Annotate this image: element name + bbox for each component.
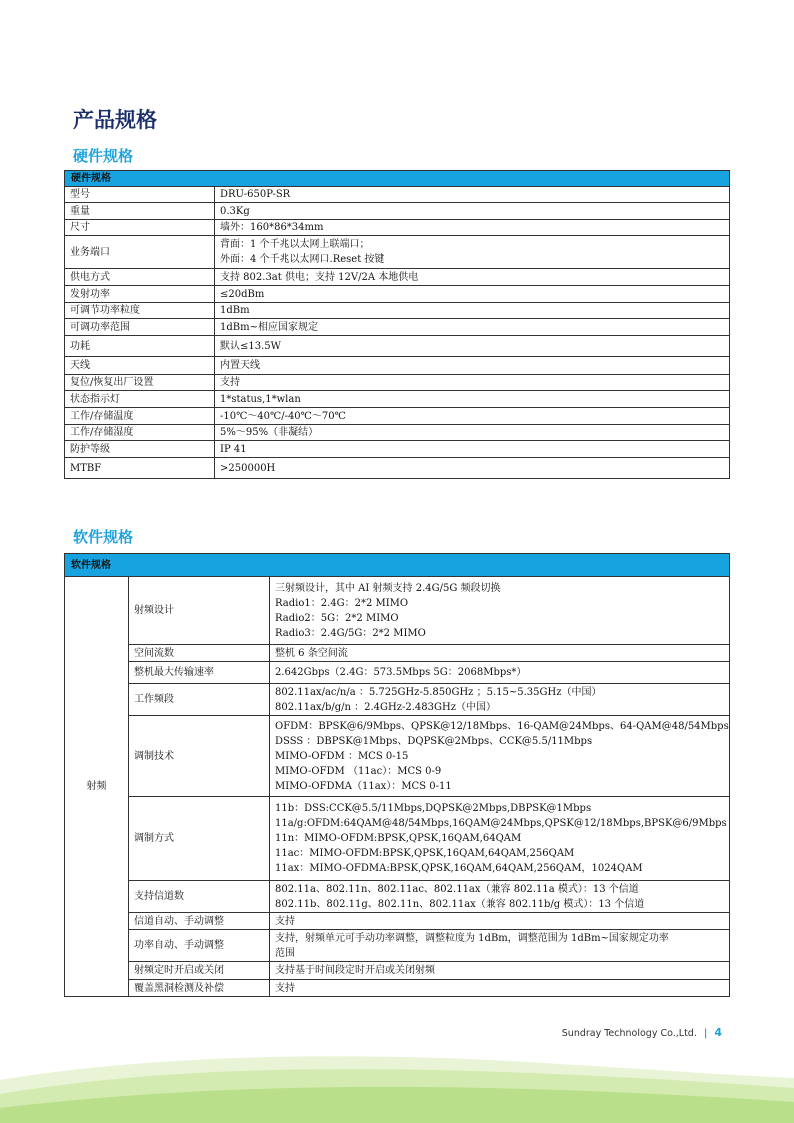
hardware-spec-row [65, 303, 730, 319]
hardware-spec-row [65, 441, 730, 458]
cell-line: MIMO-OFDM （11ac）：MCS 0-9 [275, 765, 442, 777]
cell-line: 内置天线 [220, 360, 260, 371]
software-table-header: 软件规格 [65, 554, 730, 577]
spec-label: 支持信道数 [129, 881, 270, 913]
cell-line: 外面：4 个千兆以太网口.Reset 按键 [220, 254, 385, 265]
spec-value [215, 391, 730, 408]
cell-line: 1dBm [220, 305, 250, 316]
cell-line: 11ac：MIMO-OFDM:BPSK,QPSK,16QAM,64QAM,256QAM [275, 848, 575, 859]
spec-value [270, 881, 730, 913]
spec-label: 调制方式 [129, 797, 270, 881]
hardware-spec-row [65, 269, 730, 286]
hardware-table-header: 硬件规格 [65, 171, 730, 187]
cell-line: >250000H [220, 462, 276, 474]
cell-line: 支持 [275, 915, 295, 927]
spec-value [215, 458, 730, 479]
spec-value [215, 441, 730, 458]
spec-label: 可调功率范围 [65, 319, 215, 336]
software-spec-row [65, 881, 730, 913]
cell-line: ≤20dBm [220, 288, 265, 300]
spec-label: 天线 [65, 357, 215, 375]
cell-line: 5%～95%（非凝结） [220, 427, 319, 438]
hardware-spec-row [65, 220, 730, 236]
software-spec-row [65, 645, 730, 662]
hardware-spec-row [65, 187, 730, 203]
cell-line: 支持基于时间段定时开启或关闭射频 [275, 965, 435, 976]
hardware-table-header-row [65, 171, 730, 187]
page-number: 4 [714, 1026, 722, 1039]
spec-label: 工作频段 [129, 684, 270, 716]
hardware-spec-row [65, 408, 730, 425]
cell-line: 802.11a、802.11n、802.11ac、802.11ax（兼容 802.11a 模式）：13 个信道 [275, 883, 639, 895]
spec-value [270, 684, 730, 716]
spec-value [270, 797, 730, 881]
spec-category: 射频 [65, 577, 129, 997]
cell-line: DRU-650P-SR [220, 189, 291, 200]
spec-value [270, 662, 730, 684]
spec-value [215, 336, 730, 357]
cell-line: 范围 [275, 947, 295, 959]
spec-label: 工作/存储温度 [65, 408, 215, 425]
software-spec-row [65, 930, 730, 962]
page-title: 产品规格 [73, 108, 157, 132]
cell-line: 1*status,1*wlan [220, 393, 301, 405]
hardware-spec-row [65, 458, 730, 479]
cell-line: 1dBm~相应国家规定 [220, 321, 318, 333]
decorative-wave-footer [0, 1050, 794, 1123]
cell-line: Radio1：2.4G：2*2 MIMO [275, 597, 409, 609]
hardware-spec-row [65, 357, 730, 375]
hardware-spec-table [64, 170, 730, 479]
software-section-title: 软件规格 [73, 528, 134, 546]
spec-label: 复位/恢复出厂设置 [65, 375, 215, 391]
spec-label: 覆盖黑洞检测及补偿 [129, 980, 270, 997]
cell-line: 802.11ax/b/g/n ：2.4GHz-2.483GHz（中国） [275, 701, 496, 713]
cell-line: Radio2：5G：2*2 MIMO [275, 612, 399, 624]
cell-line: Radio3：2.4G/5G：2*2 MIMO [275, 627, 426, 639]
hardware-spec-row [65, 319, 730, 336]
software-spec-row [65, 962, 730, 980]
cell-line: 支持 802.3at 供电；支持 12V/2A 本地供电 [220, 271, 419, 283]
spec-label: 重量 [65, 203, 215, 220]
spec-value [270, 645, 730, 662]
cell-line: 11b：DSS:CCK@5.5/11Mbps,DQPSK@2Mbps,DBPSK@1Mbps [275, 803, 592, 814]
cell-line: 2.642Gbps（2.4G：573.5Mbps 5G：2068Mbps*） [275, 667, 527, 678]
spec-label: 工作/存储湿度 [65, 425, 215, 441]
cell-line: 支持，射频单元可手动功率调整，调整粒度为 1dBm，调整范围为 1dBm~国家规定功率 [275, 932, 669, 944]
cell-line: IP 41 [220, 443, 247, 455]
spec-value [215, 220, 730, 236]
cell-line: 支持 [220, 377, 240, 388]
cell-line: 背面：1 个千兆以太网上联端口； [220, 239, 370, 250]
spec-value [215, 357, 730, 375]
software-spec-row [65, 797, 730, 881]
spec-label: 空间流数 [129, 645, 270, 662]
spec-label: MTBF [65, 458, 215, 479]
spec-value [270, 577, 730, 645]
spec-value [215, 203, 730, 220]
spec-value [215, 425, 730, 441]
hardware-section-title: 硬件规格 [73, 147, 134, 165]
spec-label: 状态指示灯 [65, 391, 215, 408]
spec-value [270, 913, 730, 930]
spec-label: 供电方式 [65, 269, 215, 286]
footer [562, 1026, 722, 1039]
spec-label: 整机最大传输速率 [129, 662, 270, 684]
cell-line: OFDM：BPSK@6/9Mbps、QPSK@12/18Mbps、16-QAM@24Mbps、64-QAM@48/54Mbps [275, 720, 729, 732]
spec-label: 功率自动、手动调整 [129, 930, 270, 962]
software-spec-row [65, 980, 730, 997]
hardware-spec-row [65, 203, 730, 220]
cell-line: MIMO-OFDMA（11ax）：MCS 0-11 [275, 780, 452, 792]
footer-separator: | [703, 1028, 708, 1039]
cell-line: DSSS ：DBPSK@1Mbps、DQPSK@2Mbps、CCK@5.5/11Mbps [275, 735, 593, 747]
cell-line: MIMO-OFDM ：MCS 0-15 [275, 750, 409, 762]
spec-value [270, 930, 730, 962]
spec-value [215, 303, 730, 319]
software-spec-row [65, 684, 730, 716]
spec-value [215, 286, 730, 303]
cell-line: 整机 6 条空间流 [275, 647, 348, 659]
cell-line: 11a/g:OFDM:64QAM@48/54Mbps,16QAM@24Mbps,QPSK@12/18Mbps,BPSK@6/9Mbps [275, 818, 727, 829]
spec-value [215, 236, 730, 269]
spec-value [270, 716, 730, 797]
spec-value [215, 408, 730, 425]
cell-line: 支持 [275, 982, 295, 994]
spec-value [215, 187, 730, 203]
hardware-spec-row [65, 236, 730, 269]
spec-label: 型号 [65, 187, 215, 203]
hardware-spec-row [65, 336, 730, 357]
spec-label: 调制技术 [129, 716, 270, 797]
cell-line: 802.11b、802.11g、802.11n、802.11ax（兼容 802.11b/g 模式）：13 个信道 [275, 898, 645, 910]
spec-label: 业务端口 [65, 236, 215, 269]
software-spec-table [64, 553, 730, 997]
spec-label: 可调节功率粒度 [65, 303, 215, 319]
spec-value [270, 980, 730, 997]
spec-label: 防护等级 [65, 441, 215, 458]
cell-line: 0.3Kg [220, 205, 250, 217]
hardware-spec-row [65, 425, 730, 441]
software-spec-row [65, 913, 730, 930]
cell-line: -10℃～40℃/-40℃～70℃ [220, 410, 346, 422]
spec-label: 功耗 [65, 336, 215, 357]
spec-value [215, 269, 730, 286]
cell-line: 三射频设计，其中 AI 射频支持 2.4G/5G 频段切换 [275, 582, 501, 594]
spec-label: 尺寸 [65, 220, 215, 236]
hardware-spec-row [65, 286, 730, 303]
software-spec-row [65, 577, 730, 645]
cell-line: 11n：MIMO-OFDM:BPSK,QPSK,16QAM,64QAM [275, 833, 522, 844]
spec-label: 射频设计 [129, 577, 270, 645]
spec-label: 射频定时开启或关闭 [129, 962, 270, 980]
software-spec-row [65, 716, 730, 797]
spec-value [270, 962, 730, 980]
software-spec-row [65, 662, 730, 684]
cell-line: 墙外：160*86*34mm [220, 222, 324, 233]
software-table-header-row [65, 554, 730, 577]
cell-line: 默认≤13.5W [220, 340, 281, 352]
hardware-spec-row [65, 375, 730, 391]
footer-company: Sundray Technology Co.,Ltd. [561, 1028, 697, 1039]
cell-line: 802.11ax/ac/n/a ：5.725GHz-5.850GHz ；5.15~5.35GHz（中国） [275, 686, 602, 698]
spec-label: 信道自动、手动调整 [129, 913, 270, 930]
spec-label: 发射功率 [65, 286, 215, 303]
spec-value [215, 319, 730, 336]
spec-value [215, 375, 730, 391]
hardware-spec-row [65, 391, 730, 408]
cell-line: 11ax：MIMO-OFDMA:BPSK,QPSK,16QAM,64QAM,256QAM，1024QAM [275, 863, 643, 874]
